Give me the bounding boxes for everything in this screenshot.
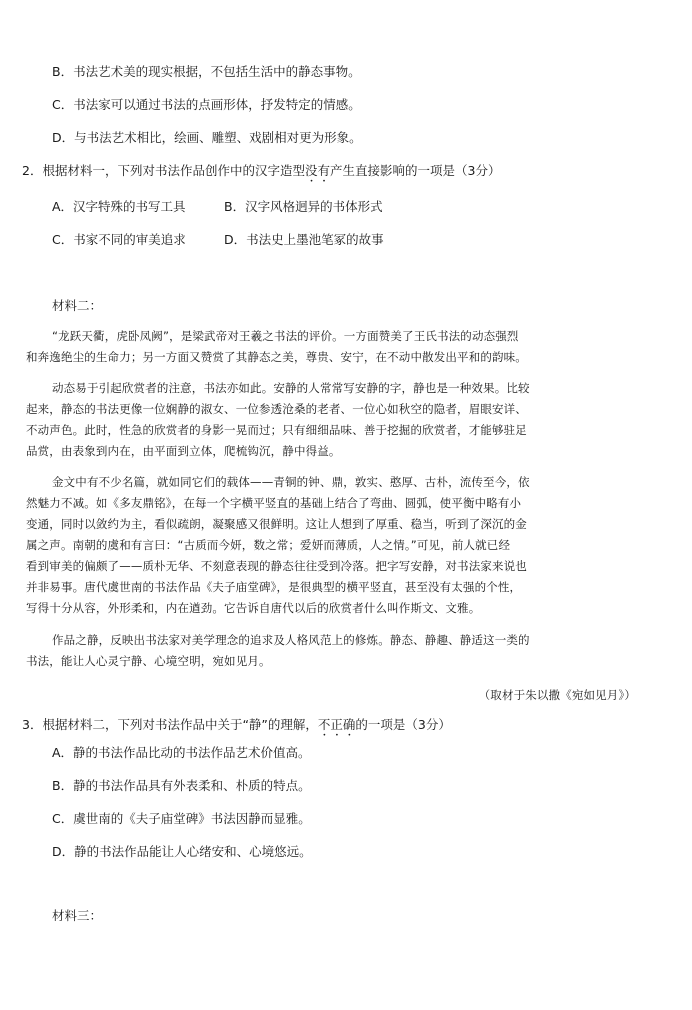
material2-para2-line: 动态易于引起欣赏者的注意，书法亦如此。安静的人常常写安静的字，静也是一种效果。比较 bbox=[52, 381, 530, 395]
material2-source: （取材于朱以撒《宛如见月》） bbox=[478, 688, 636, 702]
q3-stem bbox=[22, 716, 451, 739]
material2-para3-line: 属之声。南朝的虞和有言曰：“古质而今妍，数之常；爱妍而薄质，人之情。”可见，前人就已经 bbox=[26, 538, 511, 552]
q3-option-d: D．静的书法作品能让人心绪安和、心境悠远。 bbox=[52, 844, 312, 859]
q3-stem-before: 3．根据材料二，下列对书法作品中关于“静”的理解， bbox=[22, 717, 318, 732]
material2-para3-line: 写得十分从容，外形柔和，内在遒劲。它告诉自唐代以后的欣赏者什么叫作斯文、文雅。 bbox=[26, 601, 481, 615]
q2-option-c: C．书家不同的审美追求 bbox=[52, 232, 186, 247]
q1-option-c: C．书法家可以通过书法的点画形体，抒发特定的情感。 bbox=[52, 97, 361, 112]
material2-para2-line: 起来，静态的书法更像一位娴静的淑女、一位参透沧桑的老者、一位心如秋空的隐者，眉眼安详、 bbox=[26, 402, 527, 416]
material2-para1-line: 和奔逸绝尘的生命力；另一方面又赞赏了其静态之美，尊贵、安宁，在不动中散发出平和的韵味。 bbox=[26, 350, 527, 364]
q1-option-b: B．书法艺术美的现实根据，不包括生活中的静态事物。 bbox=[52, 64, 361, 79]
q2-stem-after: 产生直接影响的一项是（3分） bbox=[329, 163, 501, 178]
q3-option-a: A．静的书法作品比动的书法作品艺术价值高。 bbox=[52, 745, 311, 760]
material2-para3-line: 然魅力不减。如《多友鼎铭》，在每一个字横平竖直的基础上结合了弯曲、圆弧，使平衡中略有小 bbox=[26, 496, 522, 510]
material2-para3-line: 金文中有不少名篇，就如同它们的载体——青铜的钟、鼎，敦实、憨厚、古朴，流传至今，依 bbox=[52, 475, 530, 489]
q2-stem bbox=[22, 162, 500, 185]
q2-option-b: B．汉字风格迥异的书体形式 bbox=[224, 199, 383, 214]
q2-stem-before: 2．根据材料一，下列对书法作品创作中的汉字造型 bbox=[22, 163, 305, 178]
material2-heading: 材料二： bbox=[52, 298, 103, 313]
q2-option-d: D．书法史上墨池笔冢的故事 bbox=[224, 232, 384, 247]
material2-para3-line: 并非易事。唐代虞世南的书法作品《夫子庙堂碑》，是很典型的横平竖直，甚至没有太强的个性， bbox=[26, 580, 522, 594]
q2-stem-emphasis: 没有 bbox=[304, 163, 330, 178]
q3-stem-emphasis: 不正确 bbox=[317, 717, 356, 732]
material2-para4-line: 作品之静，反映出书法家对美学理念的追求及人格风范上的修炼。静态、静趣、静适这一类的 bbox=[52, 633, 530, 647]
q2-option-a: A．汉字特殊的书写工具 bbox=[52, 199, 186, 214]
material3-heading: 材料三： bbox=[52, 908, 103, 923]
material2-para1-line: “龙跃天衢，虎卧凤阙”，是梁武帝对王羲之书法的评价。一方面赞美了王氏书法的动态强烈 bbox=[52, 329, 519, 343]
q3-option-c: C．虞世南的《夫子庙堂碑》书法因静而显雅。 bbox=[52, 811, 311, 826]
material2-para2-line: 品赏，由表象到内在，由平面到立体，爬梳钩沉，静中得益。 bbox=[26, 444, 341, 458]
q3-option-b: B．静的书法作品具有外表柔和、朴质的特点。 bbox=[52, 778, 311, 793]
material2-para2-line: 不动声色。此时，性急的欣赏者的身影一晃而过；只有细细品味、善于挖掘的欣赏者，才能够驻足 bbox=[26, 423, 527, 437]
material2-para3-line: 变通，同时以敛约为主，看似疏朗，凝聚感又很鲜明。这让人想到了厚重、稳当，听到了深沉的金 bbox=[26, 517, 527, 531]
material2-para4-line: 书法，能让人心灵宁静、心境空明，宛如见月。 bbox=[26, 654, 271, 668]
q3-stem-after: 的一项是（3分） bbox=[355, 717, 451, 732]
material2-para3-line: 看到审美的偏颇了——质朴无华、不刻意表现的静态往往受到冷落。把字写安静，对书法家来说也 bbox=[26, 559, 527, 573]
q1-option-d: D．与书法艺术相比，绘画、雕塑、戏剧相对更为形象。 bbox=[52, 130, 362, 145]
